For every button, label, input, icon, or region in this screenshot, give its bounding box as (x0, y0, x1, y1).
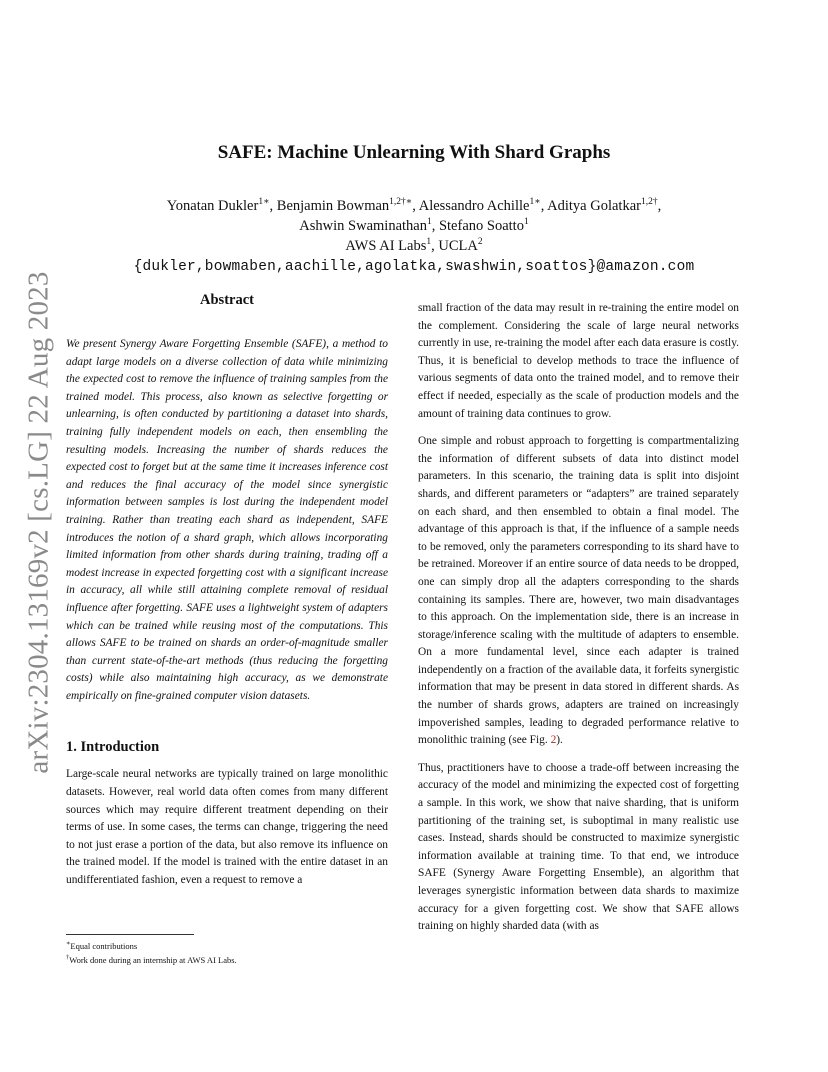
arxiv-identifier: arXiv:2304.13169v2 [cs.LG] 22 Aug 2023 (23, 271, 56, 774)
author-separator: , (657, 198, 662, 214)
intro-paragraph: Thus, practitioners have to choose a trade-off between increasing the accuracy of the model and minimizing the expected cost of forgetting a sample. In this work, we show that naive sharding, that is uniform partitioning of the training set, is suboptimal in many realistic use cases. Instead, shards should be constructed to maximize synergistic information available at training time. To that end, we introduce SAFE (Synergy Aware Forgetting Ensemble), an algorithm that leverages synergistic information between data shards to maximize accuracy for a given forgetting cost. We show that SAFE allows training on highly sharded data (with as (418, 761, 739, 933)
author-separator: , (431, 218, 439, 234)
author-mark: 1,2† (640, 197, 658, 208)
author-name: Ashwin Swaminathan (299, 218, 427, 234)
affiliation-ucla: UCLA (438, 238, 478, 254)
footnotes (66, 934, 388, 966)
footnote-text: Equal contributions (70, 940, 138, 951)
affiliation-aws: AWS AI Labs (345, 238, 427, 254)
affiliations (60, 236, 768, 256)
right-column (418, 300, 739, 946)
footnote-divider (66, 934, 194, 935)
author-mark: 1 (426, 217, 432, 228)
affiliation-mark: 2 (477, 237, 483, 248)
paragraph-text: ). (556, 734, 563, 747)
left-column (66, 292, 388, 890)
author-separator: , (540, 198, 548, 214)
arxiv-sidebar-stamp (17, 271, 62, 774)
author-separator: , (269, 198, 277, 214)
footnote-text: Work done during an internship at AWS AI Labs. (69, 954, 237, 965)
paper-title: SAFE: Machine Unlearning With Shard Graphs (217, 142, 611, 163)
intro-paragraph: Large-scale neural networks are typically trained on large monolithic datasets. However, real world data often comes from many different sources which may require different treatment depending on their terms of use. In some cases, the terms can change, triggering the need to not just erase a portion of the data, but also remove its influence on the trained model. If the model is trained with the entire dataset in an undifferentiated fashion, even a request to remove a (66, 768, 388, 887)
author-name: Aditya Golatkar (547, 198, 641, 214)
footnote (66, 938, 388, 952)
intro-paragraph: small fraction of the data may result in re-training the entire model on the complement. Considering the scale of large neural networks currently in use, re-training the model after each data erasure is costly. Thus, it is beneficial to develop methods to trace the influence of various segments of data onto the trained model, and to remove their effect if needed, especially as the scale of production models and the amount of training data continues to grow. (418, 302, 739, 420)
footnote-mark: † (66, 953, 70, 961)
author-name: Benjamin Bowman (276, 198, 390, 214)
author-mark: 1,2†∗ (389, 197, 413, 208)
footnote (66, 952, 388, 966)
author-mark: 1∗ (258, 197, 270, 208)
intro-paragraph (418, 433, 739, 750)
author-name: Alessandro Achille (418, 198, 530, 214)
author-mark: 1∗ (529, 197, 541, 208)
author-block (60, 196, 768, 277)
author-line-1 (60, 196, 768, 216)
author-mark: 1 (523, 217, 529, 228)
abstract-heading: Abstract (200, 292, 254, 308)
affiliation-separator: , (431, 238, 439, 254)
abstract-text: We present Synergy Aware Forgetting Ensemble (SAFE), a method to adapt large models on a diverse collection of data while minimizing the expected cost to remove the influence of training samples from the trained model. This process, also known as selective forgetting or unlearning, is often conducted by partitioning a dataset into shards, training fully independent models on each, then ensembling the resulting models. Increasing the number of shards reduces the expected cost to forget but at the same time it increases inference cost and reduces the final accuracy of the model since synergistic information between samples is lost during the independent model training. Rather than treating each shard as independent, SAFE introduces the notion of a shard graph, which allows incorporating limited information from other shards during training, trading off a modest increase in expected forgetting cost with a significant increase in accuracy, all while still attaining complete removal of residual influence after forgetting. SAFE uses a lightweight system of adapters which can be trained while reusing most of the computations. This allows SAFE to be trained on shards an order-of-magnitude smaller than current state-of-the-art methods (thus reducing the forgetting costs) while also maintaining high accuracy, as we demonstrate empirically on fine-grained computer vision datasets. (66, 338, 388, 702)
affiliation-mark: 1 (426, 237, 432, 248)
author-line-2 (60, 216, 768, 236)
figure-reference-link[interactable]: 2 (550, 734, 557, 747)
footnote-mark: ∗ (66, 940, 71, 947)
author-separator: , (412, 198, 419, 214)
author-name: Stefano Soatto (438, 218, 524, 234)
section-heading-introduction: 1. Introduction (66, 739, 160, 756)
author-emails: {dukler,bowmaben,aachille,agolatka,swashwin,soattos}@amazon.com (133, 259, 695, 275)
author-name: Yonatan Dukler (166, 198, 259, 214)
paragraph-text: One simple and robust approach to forgetting is compartmentalizing the information of different subsets of data into distinct model parameters. In this scenario, the training data is split into disjoint shards, and different parameters or “adapters” are trained separately on each shard, and then ensembled to obtain a final model. The advantage of this approach is that, if the influence of a sample needs to be removed, only the parameters corresponding to its shard have to be retrained. Moreover if an entire source of data needs to be dropped, one can simply drop all the adapters corresponding to the shards containing its samples. There are, however, two main disadvantages to this approach. On the implementation side, there is an increase in storage/inference scaling with the multitude of adapters to ensemble. On a more fundamental level, since each adapter is trained independently on a fraction of the available data, it forfeits synergistic information that may be present in data stored in different shards. As the number of shards grows, adapters are trained on increasingly impoverished samples, leading to degraded performance relative to monolithic training (see Fig. (418, 435, 739, 747)
